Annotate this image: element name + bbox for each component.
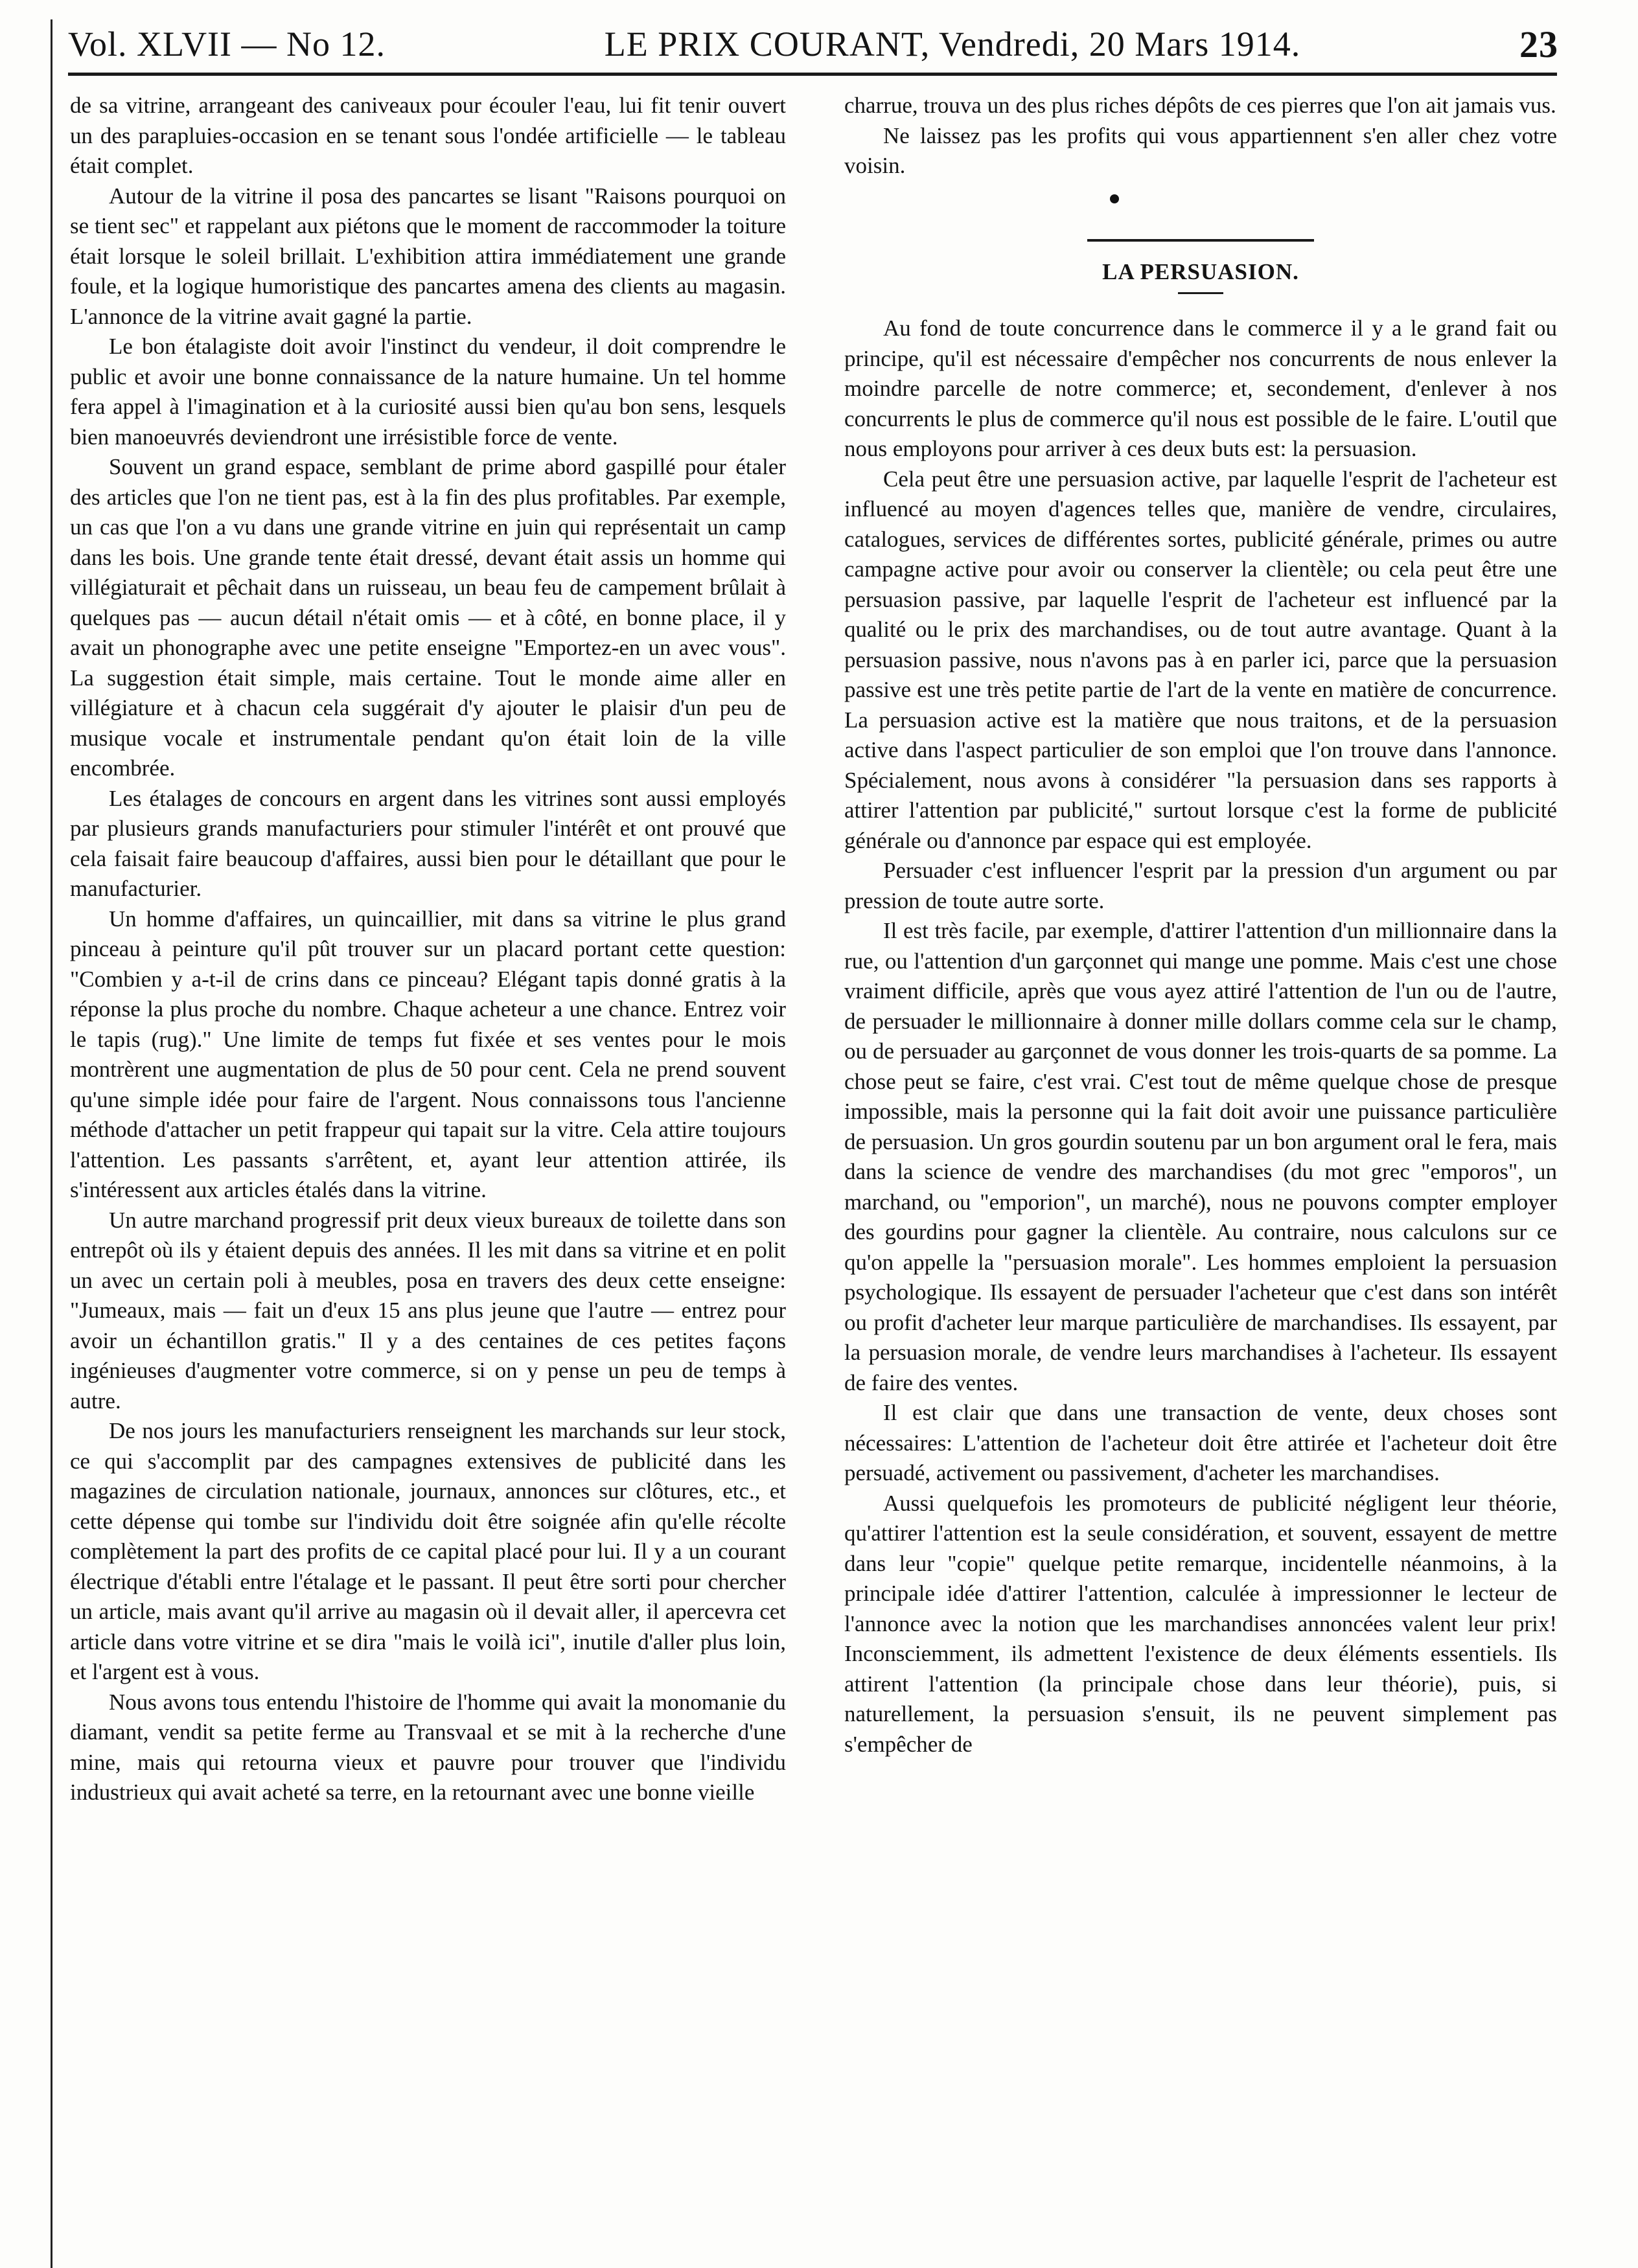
volume-number: Vol. XLVII — No 12. [68,25,386,63]
paragraph: de sa vitrine, arrangeant des caniveaux pour écouler l'eau, lui fit tenir ouvert un des parapluies-occasion en se tenant sous l'ondée artificielle — le tableau était complet. [70,93,786,178]
bullet-dot [1110,194,1119,203]
paragraph: Cela peut être une persuasion active, par laquelle l'esprit de l'acheteur est influencé au moyen d'agences telles que, manière de vendre, circulaires, catalogues, services de différentes sortes, publicité générale, primes ou autre campagne active pour avoir ou conserver la clientèle; ou cela peut être une persuasion passive, par laquelle l'esprit de l'acheteur est influencé par la qualité ou le prix des marchandises, ou de tout autre avantage. Quant à la persuasion passive, nous n'avons pas à en parler ici, parce que la persuasion passive est une très petite partie de l'art de la vente en matière de concurrence. La persuasion active est la matière que nous traitons, et de la persuasion active dans l'aspect particulier de son emploi que l'on trouve dans l'annonce. Spécialement, nous avons à considérer "la persuasion dans ses rapports à attirer l'attention par publicité," surtout lorsque c'est la forme de publicité générale ou d'annonce par espace qui est employée. [844,466,1557,853]
paragraph: Un autre marchand progressif prit deux vieux bureaux de toilette dans son entrepôt où ils y étaient depuis des années. Il les mit dans sa vitrine et en polit un avec un certain poli à meubles, posa en travers des deux cette enseigne: "Jumeaux, mais — fait un d'eux 15 ans plus jeune que l'autre — entrez pour avoir un échantillon gratis." Il y a des centaines de ces petites façons ingénieuses d'augmenter votre commerce, si on y pense un peu de temps à autre. [70,1207,786,1414]
left-column [70,91,786,2254]
paragraph: Ne laissez pas les profits qui vous appartiennent s'en aller chez votre voisin. [844,122,1557,178]
paragraph: Il est clair que dans une transaction de vente, deux choses sont nécessaires: L'attention de l'acheteur doit être attirée et l'acheteur doit être persuadé, activement ou passivement, d'acheter les marchandises. [844,1400,1557,1485]
paragraph: Les étalages de concours en argent dans les vitrines sont aussi employés par plusieurs grands manufacturiers pour stimuler l'intérêt et ont prouvé que cela faisait faire beaucoup d'affaires, aussi bien pour le détaillant que pour le manufacturier. [70,785,786,901]
paragraph: Nous avons tous entendu l'histoire de l'homme qui avait la monomanie du diamant, vendit sa petite ferme au Transvaal et se mit à la recherche d'une mine, mais qui retourna vieux et pauvre pour trouver que l'individu industrieux qui avait acheté sa terre, en la retournant avec une bonne vieille [70,1689,786,1805]
paragraph: Aussi quelquefois les promoteurs de publicité négligent leur théorie, qu'attirer l'attention est la seule considération, et souvent, essayent de mettre dans leur "copie" quelque petite remarque, incidentelle néanmoins, à la principale idée d'attirer l'attention, calculée à impressionner le lecteur de l'annonce avec la notion que les marchandises annoncées valent leur prix! Inconsciemment, ils admettent l'existence de deux éléments essentiels. Ils attirent l'attention (la principale chose dans leur théorie), puis, si naturellement, la persuasion s'ensuit, ils ne peuvent simplement pas s'empêcher de [844,1490,1557,1757]
paragraph: Il est très facile, par exemple, d'attirer l'attention d'un millionnaire dans la rue, ou l'attention d'un garçonnet qui mange une pomme. Mais c'est une chose vraiment difficile, après que vous ayez attiré l'attention de l'un ou de l'autre, de persuader le millionnaire à donner mille dollars comme cela sur le champ, ou de persuader au garçonnet de vous donner les trois-quarts de sa pomme. La chose peut se faire, c'est vrai. C'est tout de même quelque chose de presque impossible, mais la personne qui la fait doit avoir une puissance particulière de persuasion. Un gros gourdin soutenu par un bon argument oral le fera, mais dans la science de vendre des marchandises (du mot grec "emporos", un marchand, ou "emporion", un marché), nous ne pouvons compter employer des gourdins pour gagner la clientèle. Au contraire, nous calculons sur ce qu'on appelle la "persuasion morale". Les hommes emploient la persuasion psychologique. Ils essayent de persuader l'acheteur que c'est dans son intérêt ou profit d'acheter leur marque particulière de marchandises. Ils essayent, par la persuasion morale, de vendre leurs marchandises à l'acheteur. Ils essayent de faire des ventes. [844,918,1557,1395]
right-column [844,91,1557,2254]
section-title: LA PERSUASION. [1102,258,1299,284]
paragraph: De nos jours les manufacturiers renseignent les marchands sur leur stock, ce qui s'accomplit par des campagnes extensives de publicité dans les magazines de circulation nationale, journaux, annonces sur clôtures, etc., et cette dépense qui tombe sur l'individu doit être soignée afin qu'elle récolte complètement la part des profits de ce capital placé pour lui. Il y a un courant électrique d'établi entre l'étalage et le passant. Il peut être sorti pour chercher un article, mais avant qu'il arrive au magasin où il devait aller, il apercevra cet article dans votre vitrine et se dira "mais le voilà ici", inutile d'aller plus loin, et l'argent est à vous. [70,1418,786,1684]
header-rule [68,73,1557,76]
paragraph: Au fond de toute concurrence dans le commerce il y a le grand fait ou principe, qu'il est nécessaire d'empêcher nos concurrents de nous enlever la moindre parcelle de notre commerce; et, secondement, d'enlever à nos concurrents le plus de commerce qu'il nous est possible de le faire. L'outil que nous employons pour arriver à ces deux buts est: la persuasion. [844,315,1557,461]
section-title-underline [1178,292,1223,294]
publication-title: LE PRIX COURANT, Vendredi, 20 Mars 1914. [604,25,1301,63]
page-number: 23 [1519,23,1558,65]
page-header [68,18,1558,70]
paragraph: Un homme d'affaires, un quincaillier, mit dans sa vitrine le plus grand pinceau à peinture qu'il pût trouver sur un placard portant cette question: "Combien y a-t-il de crins dans ce pinceau? Elégant tapis donné gratis à la réponse la plus proche du nombre. Chaque acheteur a une chance. Entrez voir le tapis (rug)." Une limite de temps fut fixée et ses ventes pour le mois montrèrent une augmentation de plus de 50 pour cent. Cela ne prend souvent qu'une simple idée pour faire de l'argent. Nous connaissons tous l'ancienne méthode d'attacher un petit frappeur qui tapait sur la vitre. Cela attire toujours l'attention. Les passants s'arrêtent, et, ayant leur attention attirée, ils s'intéressent aux articles étalés dans la vitrine. [70,906,786,1202]
section-rule [1087,239,1314,242]
paragraph: charrue, trouva un des plus riches dépôts de ces pierres que l'on ait jamais vus. [844,93,1556,118]
paragraph: Le bon étalagiste doit avoir l'instinct du vendeur, il doit comprendre le public et avoir une bonne connaissance de la nature humaine. Un tel homme fera appel à l'imagination et à la curiosité aussi bien qu'au bon sens, lesquels bien manoeuvrés deviendront une irrésistible force de vente. [70,334,786,450]
left-margin-line [51,19,52,2268]
paragraph: Autour de la vitrine il posa des pancartes se lisant "Raisons pourquoi on se tient sec" et rappelant aux piétons que le moment de raccommoder la toiture était lorsque le soleil brillait. L'exhibition attira immédiatement une grande foule, et la logique humoristique des pancartes amena des clients au magasin. L'annonce de la vitrine avait gagné la partie. [70,183,786,329]
paragraph: Souvent un grand espace, semblant de prime abord gaspillé pour étaler des articles que l'on ne tient pas, est à la fin des plus profitables. Par exemple, un cas que l'on a vu dans une grande vitrine en juin qui représentait un camp dans les bois. Une grande tente était dressé, devant était assis un homme qui villégiaturait et pêchait dans un ruisseau, un beau feu de campement brûlait à quelques pas — aucun détail n'était omis — et à côté, en bonne place, il y avait un phonographe avec une petite enseigne "Emportez-en un avec vous". La suggestion était simple, mais certaine. Tout le monde aime aller en villégiature et à chacun cela suggérait d'y ajouter le plaisir d'un peu de musique vocale et instrumentale pendant qu'on était loin de la ville encombrée. [70,454,786,781]
paragraph: Persuader c'est influencer l'esprit par la pression d'un argument ou par pression de toute autre sorte. [844,858,1557,913]
